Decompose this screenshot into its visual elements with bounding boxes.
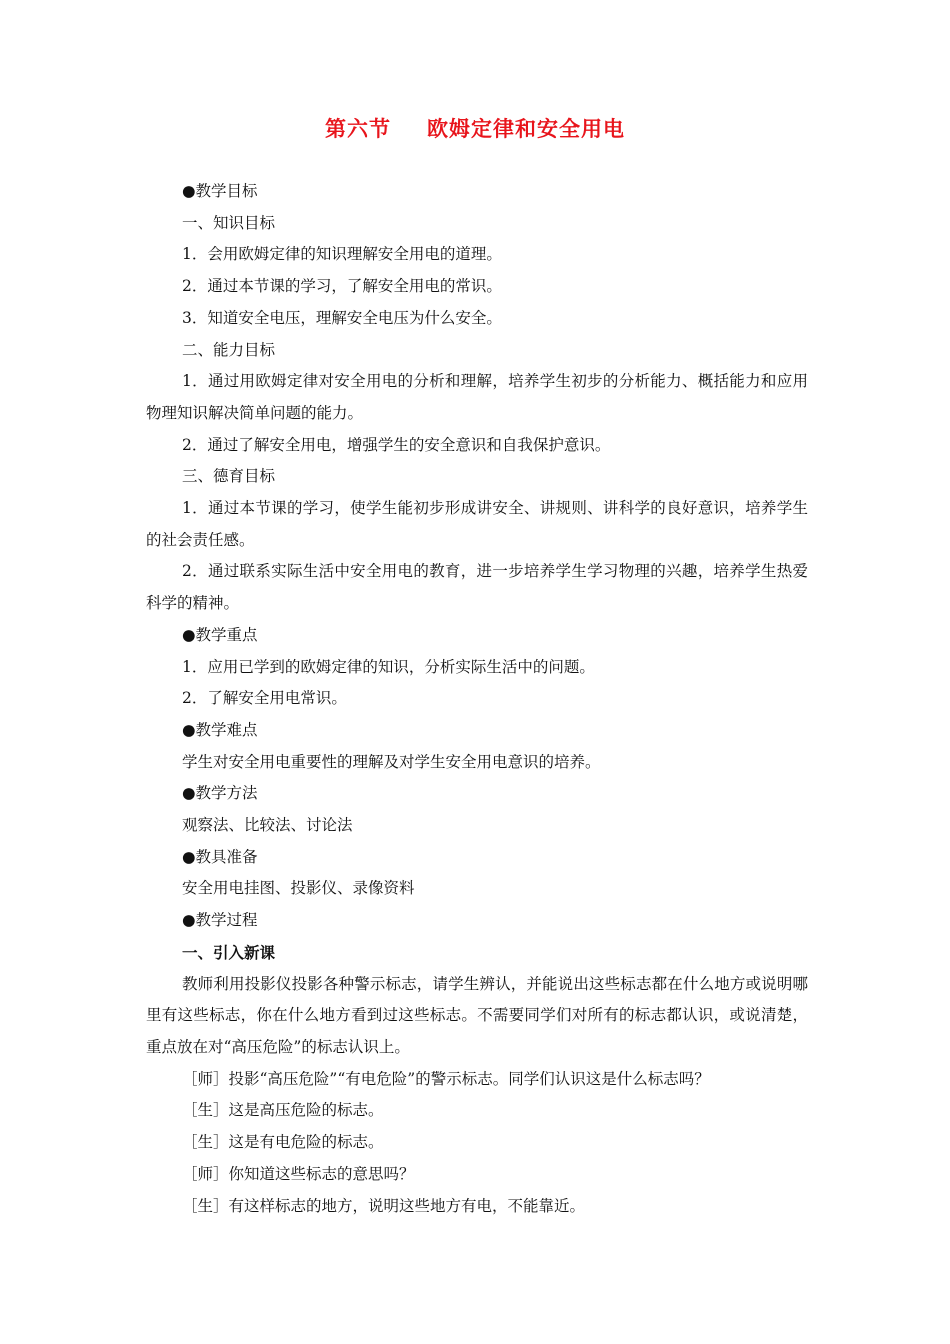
paragraph: 一、引入新课: [182, 942, 276, 962]
paragraph: 1．会用欧姆定律的知识理解安全用电的道理。: [182, 245, 502, 264]
paragraph: 安全用电挂图、投影仪、录像资料: [182, 879, 415, 898]
paragraph: ●教具准备: [182, 847, 258, 866]
paragraph: 1．应用已学到的欧姆定律的知识，分析实际生活中的问题。: [182, 657, 595, 676]
page-title: [0, 113, 950, 143]
paragraph: ●教学难点: [182, 720, 258, 739]
paragraph: ●教学目标: [182, 182, 258, 200]
section-number: 第六节: [325, 116, 391, 141]
paragraph: ●教学重点: [182, 625, 258, 644]
paragraph: ［师］你知道这些标志的意思吗？: [182, 1164, 415, 1183]
section-name: 欧姆定律和安全用电: [427, 116, 625, 141]
paragraph: 教师利用投影仪投影各种警示标志，请学生辨认，并能说出这些标志都在什么地方或说明哪里有这些标志，你在什么地方看到过这些标志。不需要同学们对所有的标志都认识，或说清楚，重点放在对“高压危险”的标志认识上。: [146, 974, 808, 1056]
paragraph: 2．通过联系实际生活中安全用电的教育，进一步培养学生学习物理的兴趣，培养学生热爱科学的精神。: [146, 562, 808, 613]
paragraph: ●教学过程: [182, 911, 258, 930]
paragraph: 2．通过了解安全用电，增强学生的安全意识和自我保护意识。: [182, 435, 611, 454]
paragraph: ●教学方法: [182, 784, 258, 803]
paragraph: ［生］这是高压危险的标志。: [182, 1101, 384, 1120]
paragraph: 一、知识目标: [182, 213, 276, 232]
paragraph: 学生对安全用电重要性的理解及对学生安全用电意识的培养。: [182, 752, 601, 771]
paragraph: 二、能力目标: [182, 340, 276, 359]
paragraph: 2．了解安全用电常识。: [182, 689, 347, 708]
paragraph: 3．知道安全电压，理解安全电压为什么安全。: [182, 308, 502, 327]
paragraph: 1．通过本节课的学习，使学生能初步形成讲安全、讲规则、讲科学的良好意识，培养学生的社会责任感。: [146, 499, 808, 549]
paragraph: ［生］有这样标志的地方，说明这些地方有电，不能靠近。: [182, 1196, 586, 1215]
paragraph: 2．通过本节课的学习，了解安全用电的常识。: [182, 277, 502, 296]
paragraph: 观察法、比较法、讨论法: [182, 816, 353, 835]
paragraph: 1．通过用欧姆定律对安全用电的分析和理解，培养学生初步的分析能力、概括能力和应用物理知识解决简单问题的能力。: [146, 372, 808, 422]
paragraph: ［生］这是有电危险的标志。: [182, 1133, 384, 1152]
paragraph: 三、德育目标: [182, 467, 276, 486]
document-body: [146, 176, 808, 1222]
paragraph: ［师］投影“高压危险”“有电危险”的警示标志。同学们认识这是什么标志吗？: [182, 1069, 710, 1088]
